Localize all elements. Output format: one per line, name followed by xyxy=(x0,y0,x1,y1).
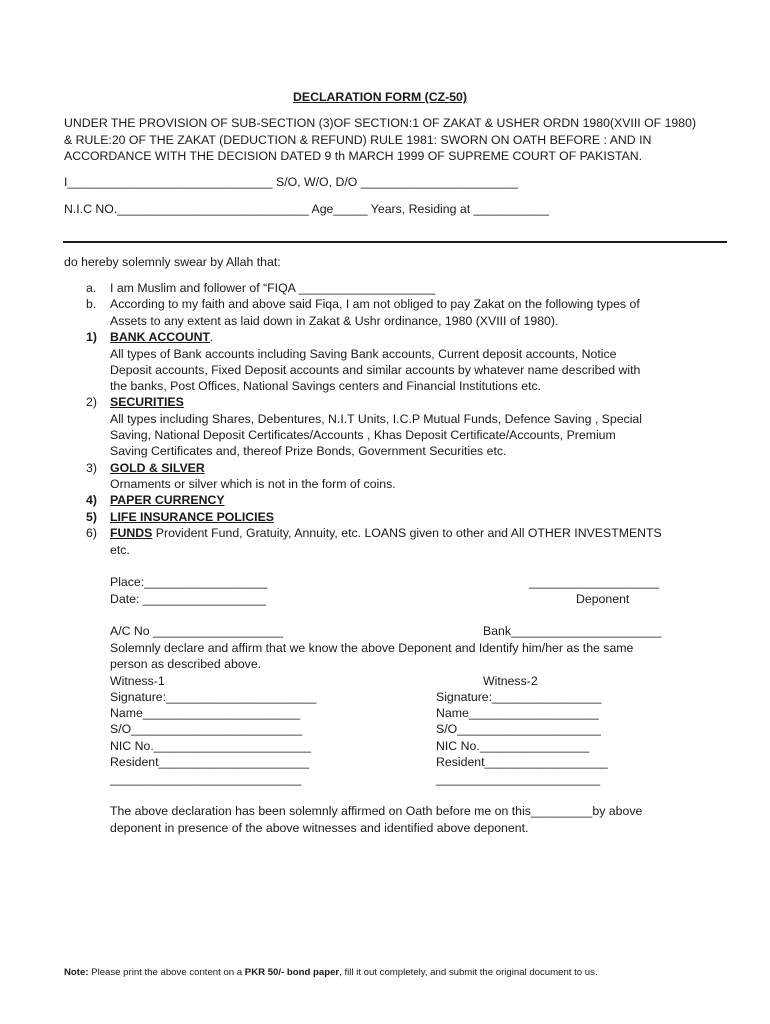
witness-1-resident: Resident______________________ xyxy=(110,755,309,769)
footer-note xyxy=(64,967,598,979)
witness-2-blank-line: ________________________ xyxy=(436,772,601,786)
gold-silver-heading: GOLD & SILVER xyxy=(110,461,205,475)
item-3-line-1: Ornaments or silver which is not in the form of coins. xyxy=(110,477,396,491)
nic-age-residence-line: N.I.C NO.____________________________ Age_____ Years, Residing at ___________ xyxy=(64,202,549,216)
item-2-line-2: Saving, National Deposit Certificates/Accounts , Khas Deposit Certificate/Accounts, Premium xyxy=(110,428,616,442)
name-relation-line: I______________________________ S/O, W/O, D/O _______________________ xyxy=(64,175,519,189)
bank-account-heading: BANK ACCOUNT xyxy=(110,330,210,344)
item-6-marker: 6) xyxy=(86,526,97,540)
witness-2-name: Name___________________ xyxy=(436,706,599,720)
note-bond-paper: PKR 50/- bond paper xyxy=(244,967,340,978)
item-2-line-1: All types including Shares, Debentures, N.I.T Units, I.C.P Mutual Funds, Defence Saving , Special xyxy=(110,412,642,426)
deponent-label: Deponent xyxy=(576,592,630,606)
preamble-line-1: UNDER THE PROVISION OF SUB-SECTION (3)OF SECTION:1 OF ZAKAT & USHER ORDN 1980(XVIII OF 1980) xyxy=(64,116,697,130)
form-title: DECLARATION FORM (CZ-50) xyxy=(293,90,467,104)
witness-1-title: Witness-1 xyxy=(110,674,165,688)
item-1-line-1: All types of Bank accounts including Saving Bank accounts, Current deposit accounts, Notice xyxy=(110,347,617,361)
note-text-post: , fill it out completely, and submit the original document to us. xyxy=(339,967,598,978)
account-number-field: A/C No ___________________ xyxy=(110,624,283,638)
item-a-marker: a. xyxy=(86,281,97,295)
witness-2-signature: Signature:________________ xyxy=(436,690,602,704)
divider xyxy=(63,241,727,243)
item-2-line-3: Saving Certificates and, thereof Prize Bonds, Government Securities etc. xyxy=(110,444,507,458)
item-1-line-2: Deposit accounts, Fixed Deposit accounts and similar accounts by whatever name described with xyxy=(110,363,641,377)
witness-1-so: S/O_________________________ xyxy=(110,722,303,736)
life-insurance-heading: LIFE INSURANCE POLICIES xyxy=(110,510,274,524)
preamble-line-3: ACCORDANCE WITH THE DECISION DATED 9 th MARCH 1999 OF SUPREME COURT OF PAKISTAN. xyxy=(64,149,643,163)
item-b-line-1: According to my faith and above said Fiqa, I am not obliged to pay Zakat on the following types of xyxy=(110,297,640,311)
oath-line-2: deponent in presence of the above witnesses and identified above deponent. xyxy=(110,821,529,835)
preamble-line-2: & RULE:20 OF THE ZAKAT (DEDUCTION & REFUND) RULE 1981: SWORN ON OATH BEFORE : AND IN xyxy=(64,133,652,147)
item-1-line-3: the banks, Post Offices, National Savings centers and Financial Institutions etc. xyxy=(110,379,542,393)
witness-1-nic: NIC No._______________________ xyxy=(110,739,312,753)
item-6-line-1-wrap xyxy=(110,525,662,541)
place-field: Place:__________________ xyxy=(110,575,268,589)
bank-account-heading-suffix: . xyxy=(209,330,214,344)
item-2-marker: 2) xyxy=(86,395,97,409)
item-1-marker: 1) xyxy=(86,330,97,344)
deponent-signature-line: ___________________ xyxy=(529,575,659,589)
note-text-pre: Please print the above content on a xyxy=(88,967,245,978)
bank-field: Bank______________________ xyxy=(483,624,662,638)
witness-1-blank-line: ____________________________ xyxy=(110,772,302,786)
note-label: Note: xyxy=(64,967,89,978)
item-3-marker: 3) xyxy=(86,461,97,475)
item-6-line-2: etc. xyxy=(110,543,130,557)
witness-2-resident: Resident__________________ xyxy=(436,755,608,769)
witness-2-title: Witness-2 xyxy=(483,674,538,688)
item-6-line-1: Provident Fund, Gratuity, Annuity, etc. LOANS given to other and All OTHER INVESTMENTS xyxy=(152,526,662,540)
swear-statement: do hereby solemnly swear by Allah that: xyxy=(64,255,281,269)
item-b-marker: b. xyxy=(86,297,97,311)
witness-1-name: Name_______________________ xyxy=(110,706,301,720)
date-field: Date: __________________ xyxy=(110,592,266,606)
securities-heading: SECURITIES xyxy=(110,395,184,409)
funds-heading: FUNDS xyxy=(110,526,153,540)
oath-line-1: The above declaration has been solemnly affirmed on Oath before me on this_________by above xyxy=(110,804,643,818)
item-5-marker: 5) xyxy=(86,510,97,524)
item-1-heading-wrap xyxy=(110,329,213,345)
item-a-text: I am Muslim and follower of “FIQA ____________________ xyxy=(110,281,436,295)
item-b-line-2: Assets to any extent as laid down in Zakat & Ushr ordinance, 1980 (XVIII of 1980). xyxy=(110,314,559,328)
witness-1-signature: Signature:______________________ xyxy=(110,690,317,704)
item-4-marker: 4) xyxy=(86,493,97,507)
witness-2-so: S/O_____________________ xyxy=(436,722,601,736)
witness-2-nic: NIC No.________________ xyxy=(436,739,590,753)
paper-currency-heading: PAPER CURRENCY xyxy=(110,493,225,507)
affirm-line-1: Solemnly declare and affirm that we know the above Deponent and Identify him/her as the same xyxy=(110,641,634,655)
affirm-line-2: person as described above. xyxy=(110,657,262,671)
